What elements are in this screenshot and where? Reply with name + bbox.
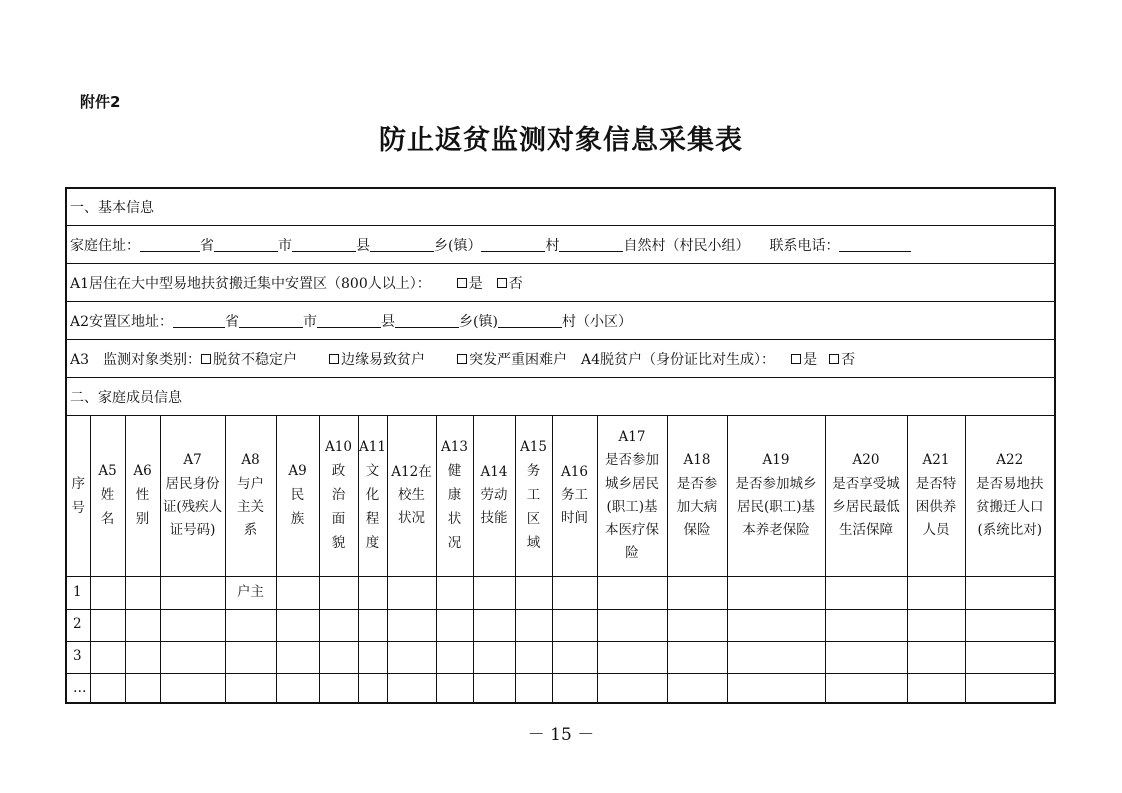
- page-title: 防止返贫监测对象信息采集表: [379, 125, 743, 156]
- table-row: [67, 641, 1054, 673]
- a4-yes-label: 是: [803, 351, 818, 368]
- members-table: [67, 416, 1054, 704]
- a3-row: [67, 340, 1054, 378]
- village-label: 村: [545, 237, 560, 254]
- a2-label: A2安置区地址：: [70, 313, 174, 330]
- col-header-political-status: A10 政治面貌: [319, 416, 358, 576]
- city-field[interactable]: [214, 237, 278, 252]
- col-header-labor-skill: A14 劳动技能: [473, 416, 515, 576]
- relation-cell[interactable]: [225, 673, 276, 704]
- col-header-education: A11 文化程度: [358, 416, 387, 576]
- a2-town-field[interactable]: [395, 313, 459, 328]
- a2-county-label: 县: [381, 313, 396, 330]
- town-field[interactable]: [370, 237, 434, 252]
- col-header-special-support: A21 是否特困供养人员: [907, 416, 965, 576]
- col-header-pension-insurance: A19 是否参加城乡居民(职工)基本养老保险: [727, 416, 825, 576]
- a1-yes-checkbox[interactable]: [457, 278, 467, 288]
- col-header-seq: 序号: [67, 416, 90, 576]
- a3-label: A3 监测对象类别：: [70, 351, 202, 368]
- unstable-household-checkbox[interactable]: [201, 354, 211, 364]
- col-header-id-number: A7 居民身份证(残疾人证号码): [160, 416, 225, 576]
- address-label: 家庭住址：: [70, 237, 140, 254]
- col-header-work-time: A16 务工时间: [552, 416, 597, 576]
- a4-no-label: 否: [841, 351, 856, 368]
- sudden-hardship-label: 突发严重困难户: [469, 351, 568, 368]
- address-row: [67, 226, 1054, 264]
- a1-yes-label: 是: [468, 275, 483, 292]
- row-number: 1: [67, 576, 90, 609]
- section-basic-info: [67, 189, 1054, 226]
- col-header-name: A5 姓名: [90, 416, 125, 576]
- relation-cell[interactable]: [225, 609, 276, 641]
- town-label: 乡(镇）: [434, 237, 482, 254]
- col-header-minimum-living: A20 是否享受城乡居民最低生活保障: [825, 416, 907, 576]
- a2-province-field[interactable]: [173, 313, 225, 328]
- a2-city-label: 市: [303, 313, 318, 330]
- phone-label: 联系电话：: [769, 237, 840, 254]
- a2-row: [67, 302, 1054, 340]
- a2-city-field[interactable]: [239, 313, 303, 328]
- page-number: － 15 －: [527, 725, 595, 745]
- a4-yes-checkbox[interactable]: [791, 354, 801, 364]
- form-table: [65, 187, 1056, 704]
- col-header-health: A13 健康状况: [436, 416, 473, 576]
- relation-cell[interactable]: 户主: [225, 576, 276, 609]
- city-label: 市: [278, 237, 292, 254]
- natural-village-label: 自然村（村民小组）: [623, 237, 750, 254]
- county-field[interactable]: [292, 237, 356, 252]
- unstable-household-label: 脱贫不稳定户: [213, 351, 298, 368]
- a2-province-label: 省: [225, 313, 240, 330]
- marginal-household-checkbox[interactable]: [329, 354, 339, 364]
- sudden-hardship-checkbox[interactable]: [457, 354, 467, 364]
- col-header-student-status: A12在 校生状况: [387, 416, 436, 576]
- county-label: 县: [356, 237, 370, 254]
- section-family-members: [67, 378, 1054, 416]
- table-row: [67, 576, 1054, 609]
- phone-field[interactable]: [839, 237, 911, 252]
- col-header-medical-insurance: A17 是否参加城乡居民(职工)基本医疗保险: [597, 416, 667, 576]
- members-header-row: [67, 416, 1054, 576]
- a4-label: A4脱贫户（身份证比对生成）：: [581, 351, 776, 368]
- a1-no-label: 否: [508, 275, 523, 292]
- col-header-ethnicity: A9 民族: [276, 416, 319, 576]
- row-number: 2: [67, 609, 90, 641]
- a2-community-label: 村（小区）: [561, 313, 632, 330]
- province-field[interactable]: [140, 237, 200, 252]
- col-header-work-region: A15 务工区域: [515, 416, 552, 576]
- table-row: [67, 609, 1054, 641]
- a2-town-label: 乡(镇): [459, 313, 498, 330]
- a2-community-field[interactable]: [498, 313, 562, 328]
- natural-village-field[interactable]: [559, 237, 623, 252]
- col-header-relocation: A22 是否易地扶贫搬迁人口(系统比对): [965, 416, 1054, 576]
- a2-county-field[interactable]: [317, 313, 381, 328]
- section-family-members-label: 二、家庭成员信息: [70, 389, 182, 406]
- col-header-gender: A6 性别: [125, 416, 160, 576]
- province-label: 省: [200, 237, 214, 254]
- relation-cell[interactable]: [225, 641, 276, 673]
- col-header-serious-illness-insurance: A18 是否参加大病保险: [667, 416, 727, 576]
- section-basic-info-label: 一、基本信息: [70, 200, 154, 216]
- a1-label: A1居住在大中型易地扶贫搬迁集中安置区（800人以上）：: [70, 275, 431, 292]
- village-field[interactable]: [481, 237, 545, 252]
- row-number: …: [67, 673, 90, 704]
- row-number: 3: [67, 641, 90, 673]
- a4-no-checkbox[interactable]: [829, 354, 839, 364]
- a1-row: [67, 264, 1054, 302]
- marginal-household-label: 边缘易致贫户: [341, 351, 426, 368]
- col-header-relation: A8 与户主关系: [225, 416, 276, 576]
- table-row: [67, 673, 1054, 704]
- attachment-label: 附件2: [80, 93, 121, 111]
- a1-no-checkbox[interactable]: [497, 278, 507, 288]
